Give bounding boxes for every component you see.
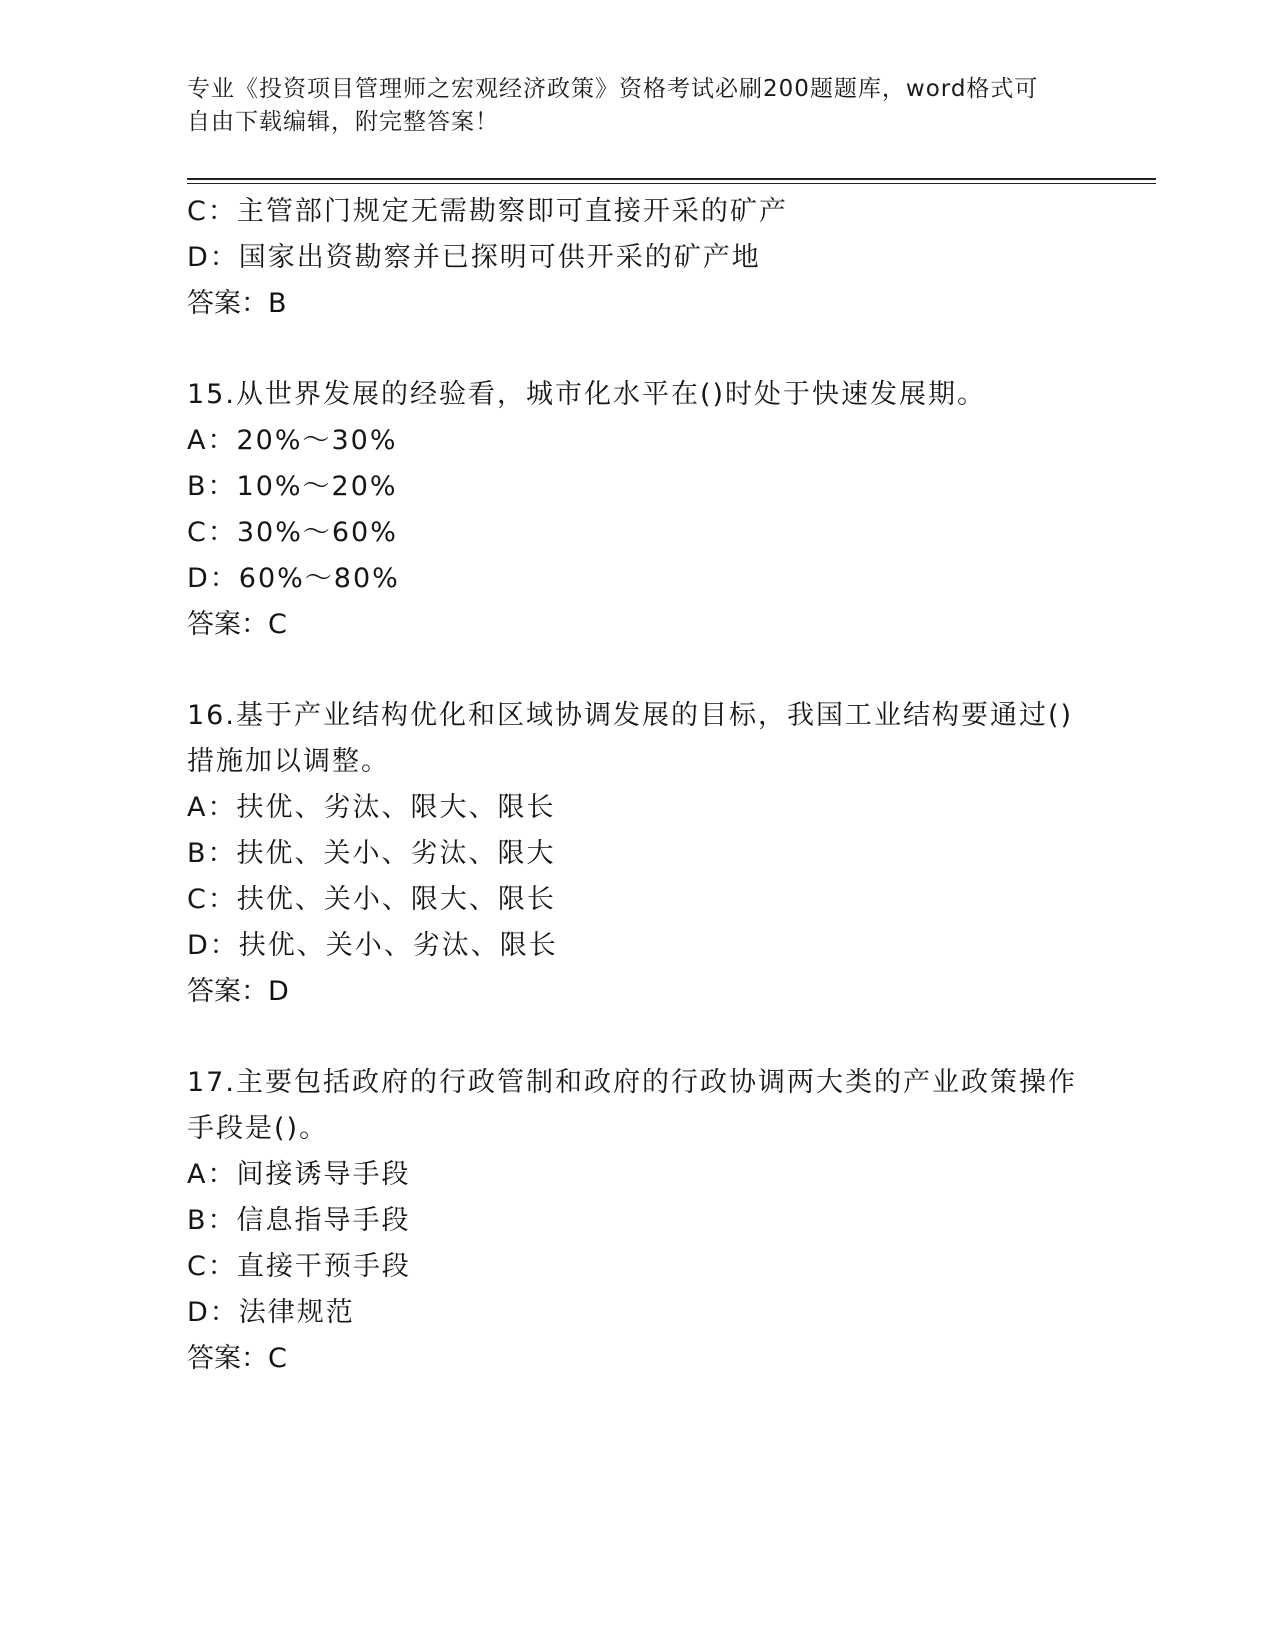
spacer — [187, 648, 1087, 693]
document-header — [187, 73, 1067, 139]
question-16 — [187, 693, 1087, 1015]
option-b: B：信息指导手段 — [187, 1205, 411, 1236]
option-d: D：法律规范 — [187, 1297, 355, 1328]
option-d: D：国家出资勘察并已探明可供开采的矿产地 — [187, 242, 761, 273]
question-stem: 17.主要包括政府的行政管制和政府的行政协调两大类的产业政策操作 — [187, 1067, 1077, 1098]
option-c: C：30%～60% — [187, 517, 398, 548]
option-c: C：扶优、关小、限大、限长 — [187, 884, 556, 915]
answer-line: 答案：B — [187, 288, 287, 319]
option-a: A：间接诱导手段 — [187, 1159, 411, 1190]
question-stem-continued: 手段是()。 — [187, 1113, 329, 1144]
header-rule-thick — [187, 178, 1156, 180]
option-a: A：20%～30% — [187, 425, 398, 456]
question-stem: 15.从世界发展的经验看，城市化水平在()时处于快速发展期。 — [187, 379, 987, 410]
spacer — [187, 1015, 1087, 1060]
option-b: B：10%～20% — [187, 471, 398, 502]
option-b: B：扶优、关小、劣汰、限大 — [187, 838, 556, 869]
option-d: D：扶优、关小、劣汰、限长 — [187, 930, 558, 961]
option-d: D：60%～80% — [187, 563, 400, 594]
option-c: C：直接干预手段 — [187, 1251, 411, 1282]
question-carryover — [187, 189, 1087, 327]
option-a: A：扶优、劣汰、限大、限长 — [187, 792, 556, 823]
answer-line: 答案：C — [187, 1343, 287, 1374]
answer-line: 答案：D — [187, 976, 289, 1007]
header-line-1: 专业《投资项目管理师之宏观经济政策》资格考试必刷200题题库，word格式可 — [187, 76, 1039, 102]
question-stem: 16.基于产业结构优化和区域协调发展的目标，我国工业结构要通过() — [187, 700, 1074, 731]
header-rule-thin — [187, 183, 1156, 184]
answer-line: 答案：C — [187, 609, 287, 640]
question-stem-continued: 措施加以调整。 — [187, 746, 390, 777]
question-list — [187, 189, 1087, 1382]
option-c: C：主管部门规定无需勘察即可直接开采的矿产 — [187, 196, 788, 227]
question-17 — [187, 1060, 1087, 1382]
spacer — [187, 327, 1087, 372]
question-15 — [187, 372, 1087, 648]
header-line-2: 自由下载编辑，附完整答案！ — [187, 109, 499, 135]
